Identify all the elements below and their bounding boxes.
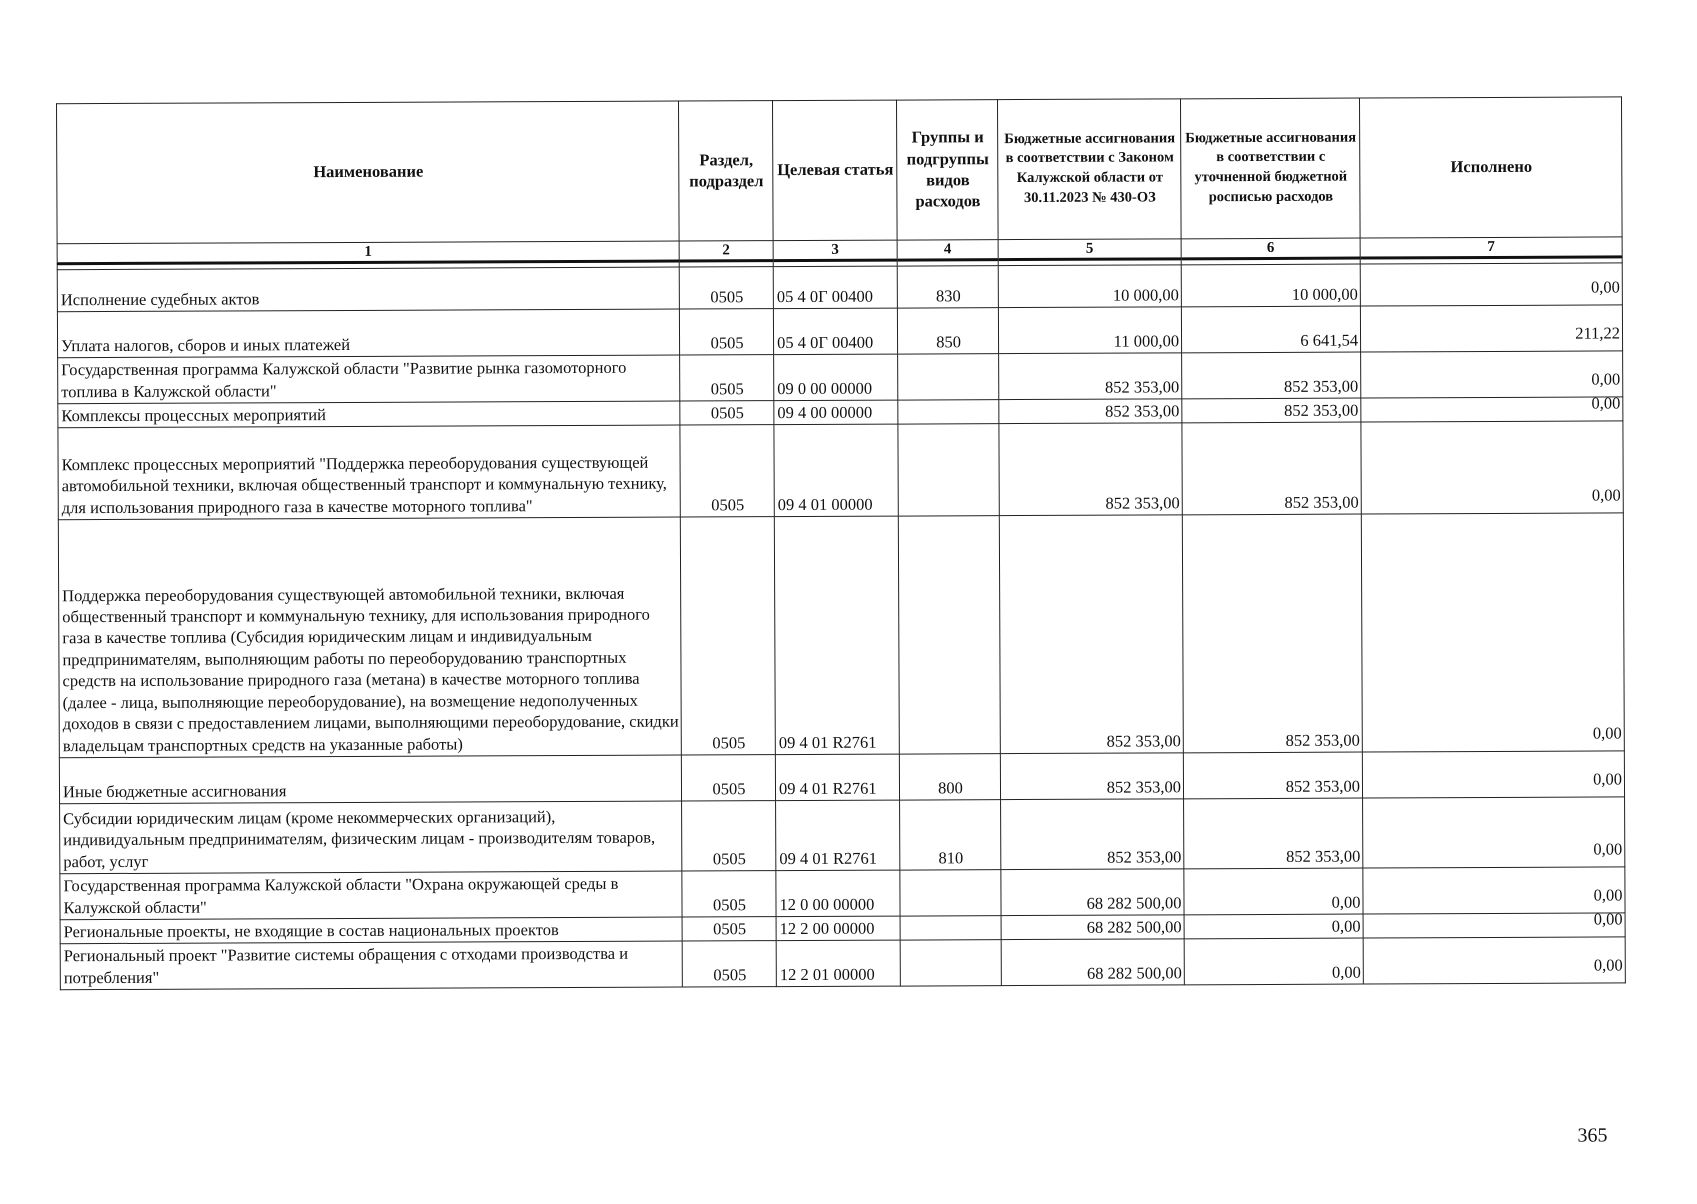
row-target-article: 12 2 00 00000 <box>776 916 900 941</box>
row-section: 0505 <box>681 755 775 801</box>
row-target-article: 09 4 00 00000 <box>774 400 898 425</box>
row-schedule-amount: 10 000,00 <box>1181 264 1360 307</box>
row-expense-group <box>900 940 1001 986</box>
row-schedule-amount: 852 353,00 <box>1182 352 1361 399</box>
row-executed <box>1363 908 1625 938</box>
column-number: 7 <box>1360 237 1622 258</box>
row-expense-group <box>898 424 999 516</box>
row-section: 0505 <box>680 425 774 517</box>
row-law-amount: 852 353,00 <box>1000 753 1183 800</box>
header-expense-groups: Группы и подгруппы видов расходов <box>896 100 998 240</box>
row-expense-group <box>900 870 1001 916</box>
header-law-allocations: Бюджетные ассигнования в соответствии с Законом Калужской области от 30.11.2023 № 430-ОЗ <box>997 99 1181 240</box>
column-number: 3 <box>773 240 897 261</box>
header-executed: Исполнено <box>1359 97 1622 238</box>
row-target-article: 12 2 01 00000 <box>776 940 900 987</box>
row-expense-group: 830 <box>897 266 998 308</box>
row-target-article: 09 4 01 R2761 <box>775 754 899 801</box>
row-target-article: 09 4 01 R2761 <box>776 800 900 871</box>
header-name: Наименование <box>57 101 680 244</box>
row-schedule-amount: 852 353,00 <box>1182 514 1362 753</box>
row-section: 0505 <box>682 917 776 941</box>
table-row <box>57 263 1622 312</box>
table-row <box>58 351 1623 404</box>
row-law-amount: 11 000,00 <box>998 307 1181 354</box>
row-name: Поддержка переоборудования существующей автомобильной техники, включая общественный транспорт и коммунальную технику, для использования природного газа в качестве топлива (Субсидия юридическим лицам и индивидуальным предпринимателям, выполняющим работы по переоборудованию транспортных средств на использование природного газа (метана) в качестве моторного топлива (далее - лица, выполняющие переоборудование), на возмещение недополученных доходов в связи с предоставлением лицами, выполняющими переоборудование, скидки владельцам транспортных средств на указанные работы) <box>58 517 681 758</box>
row-name: Субсидии юридическим лицам (кроме некоммерческих организаций), индивидуальным предпринимателям, физическим лицам - производителям товаров, работ, услуг <box>60 801 682 874</box>
row-section: 0505 <box>682 801 776 871</box>
header-schedule-allocations: Бюджетные ассигнования в соответствии с уточненной бюджетной росписью расходов <box>1180 98 1360 239</box>
row-executed-value: 0,00 <box>1593 954 1623 975</box>
row-section: 0505 <box>680 401 774 425</box>
row-executed <box>1360 305 1622 352</box>
row-schedule-amount: 852 353,00 <box>1184 798 1363 869</box>
row-executed-value: 0,00 <box>1591 484 1621 505</box>
column-number: 4 <box>897 240 998 260</box>
table-row <box>60 937 1625 990</box>
row-executed <box>1361 421 1623 514</box>
row-schedule-amount: 852 353,00 <box>1182 398 1361 423</box>
row-executed <box>1363 797 1625 868</box>
row-law-amount: 852 353,00 <box>999 399 1182 424</box>
row-name: Комплекс процессных мероприятий "Поддержка переоборудования существующей автомобильной техники, включая общественный транспорт и коммунальную технику, для использования природного газа в качестве моторного топлива" <box>58 425 680 520</box>
row-executed-value: 0,00 <box>1591 392 1621 413</box>
row-target-article: 05 4 0Г 00400 <box>773 266 897 309</box>
row-target-article: 05 4 0Г 00400 <box>773 308 897 355</box>
row-executed-value: 0,00 <box>1593 768 1623 789</box>
row-name: Региональные проекты, не входящие в состав национальных проектов <box>60 917 682 944</box>
column-number: 5 <box>998 239 1181 260</box>
column-number: 6 <box>1181 238 1360 259</box>
table-row <box>58 513 1624 758</box>
row-executed <box>1362 751 1624 798</box>
row-section: 0505 <box>680 517 775 755</box>
column-number: 2 <box>679 241 773 261</box>
row-schedule-amount: 852 353,00 <box>1183 752 1362 799</box>
budget-table <box>56 96 1626 990</box>
row-section: 0505 <box>680 355 774 401</box>
row-executed <box>1363 867 1625 914</box>
row-expense-group <box>898 354 999 400</box>
row-schedule-amount: 0,00 <box>1184 938 1363 985</box>
row-name: Комплексы процессных мероприятий <box>58 401 680 428</box>
row-section: 0505 <box>679 267 773 309</box>
row-schedule-amount: 852 353,00 <box>1182 422 1361 515</box>
row-schedule-amount: 0,00 <box>1184 914 1363 939</box>
row-name: Государственная программа Калужской области "Развитие рынка газомоторного топлива в Калужской области" <box>58 355 680 404</box>
row-schedule-amount: 0,00 <box>1184 868 1363 915</box>
row-executed <box>1361 392 1623 422</box>
row-name: Региональный проект "Развитие системы обращения с отходами производства и потребления" <box>60 941 682 990</box>
row-expense-group <box>900 916 1001 940</box>
table-row <box>58 421 1623 520</box>
table-row <box>60 867 1625 920</box>
row-target-article: 09 4 01 00000 <box>774 424 898 517</box>
row-executed <box>1363 937 1625 984</box>
row-executed-value: 0,00 <box>1591 368 1621 389</box>
row-section: 0505 <box>682 871 776 917</box>
row-name: Иные бюджетные ассигнования <box>59 755 681 804</box>
row-law-amount: 852 353,00 <box>999 515 1183 754</box>
row-law-amount: 852 353,00 <box>1001 799 1184 870</box>
row-law-amount: 10 000,00 <box>998 265 1181 308</box>
column-number: 1 <box>57 241 679 264</box>
row-target-article: 09 4 01 R2761 <box>774 516 899 755</box>
row-executed-value: 0,00 <box>1592 722 1622 743</box>
row-executed-value: 0,00 <box>1590 276 1620 297</box>
row-schedule-amount: 6 641,54 <box>1181 306 1360 353</box>
row-executed <box>1361 351 1623 398</box>
row-name: Исполнение судебных актов <box>57 267 679 312</box>
row-name: Государственная программа Калужской области "Охрана окружающей среды в Калужской области" <box>60 871 682 920</box>
table-row <box>59 751 1624 804</box>
row-expense-group: 850 <box>897 308 998 354</box>
row-section: 0505 <box>682 941 776 987</box>
row-executed-value: 0,00 <box>1593 884 1623 905</box>
row-section: 0505 <box>679 309 773 355</box>
row-expense-group <box>898 516 1000 754</box>
row-expense-group <box>898 400 999 424</box>
row-executed <box>1360 263 1622 306</box>
row-expense-group: 810 <box>900 800 1001 870</box>
row-executed-value: 0,00 <box>1593 908 1623 929</box>
row-law-amount: 852 353,00 <box>999 423 1182 516</box>
page-number: 365 <box>1577 1124 1608 1147</box>
header-section: Раздел, подраздел <box>678 101 773 241</box>
table-row <box>57 305 1622 358</box>
header-row <box>57 97 1623 244</box>
row-executed-value: 0,00 <box>1593 838 1623 859</box>
header-target-article: Целевая статья <box>772 100 897 241</box>
row-executed <box>1361 513 1624 752</box>
row-name: Уплата налогов, сборов и иных платежей <box>57 309 679 358</box>
row-executed-value: 211,22 <box>1575 322 1621 343</box>
row-law-amount: 68 282 500,00 <box>1001 869 1184 916</box>
row-target-article: 12 0 00 00000 <box>776 870 900 917</box>
row-law-amount: 68 282 500,00 <box>1001 915 1184 940</box>
table-row <box>60 797 1625 874</box>
row-law-amount: 852 353,00 <box>999 353 1182 400</box>
row-law-amount: 68 282 500,00 <box>1001 939 1184 986</box>
row-target-article: 09 0 00 00000 <box>774 354 898 401</box>
row-expense-group: 800 <box>899 754 1000 800</box>
